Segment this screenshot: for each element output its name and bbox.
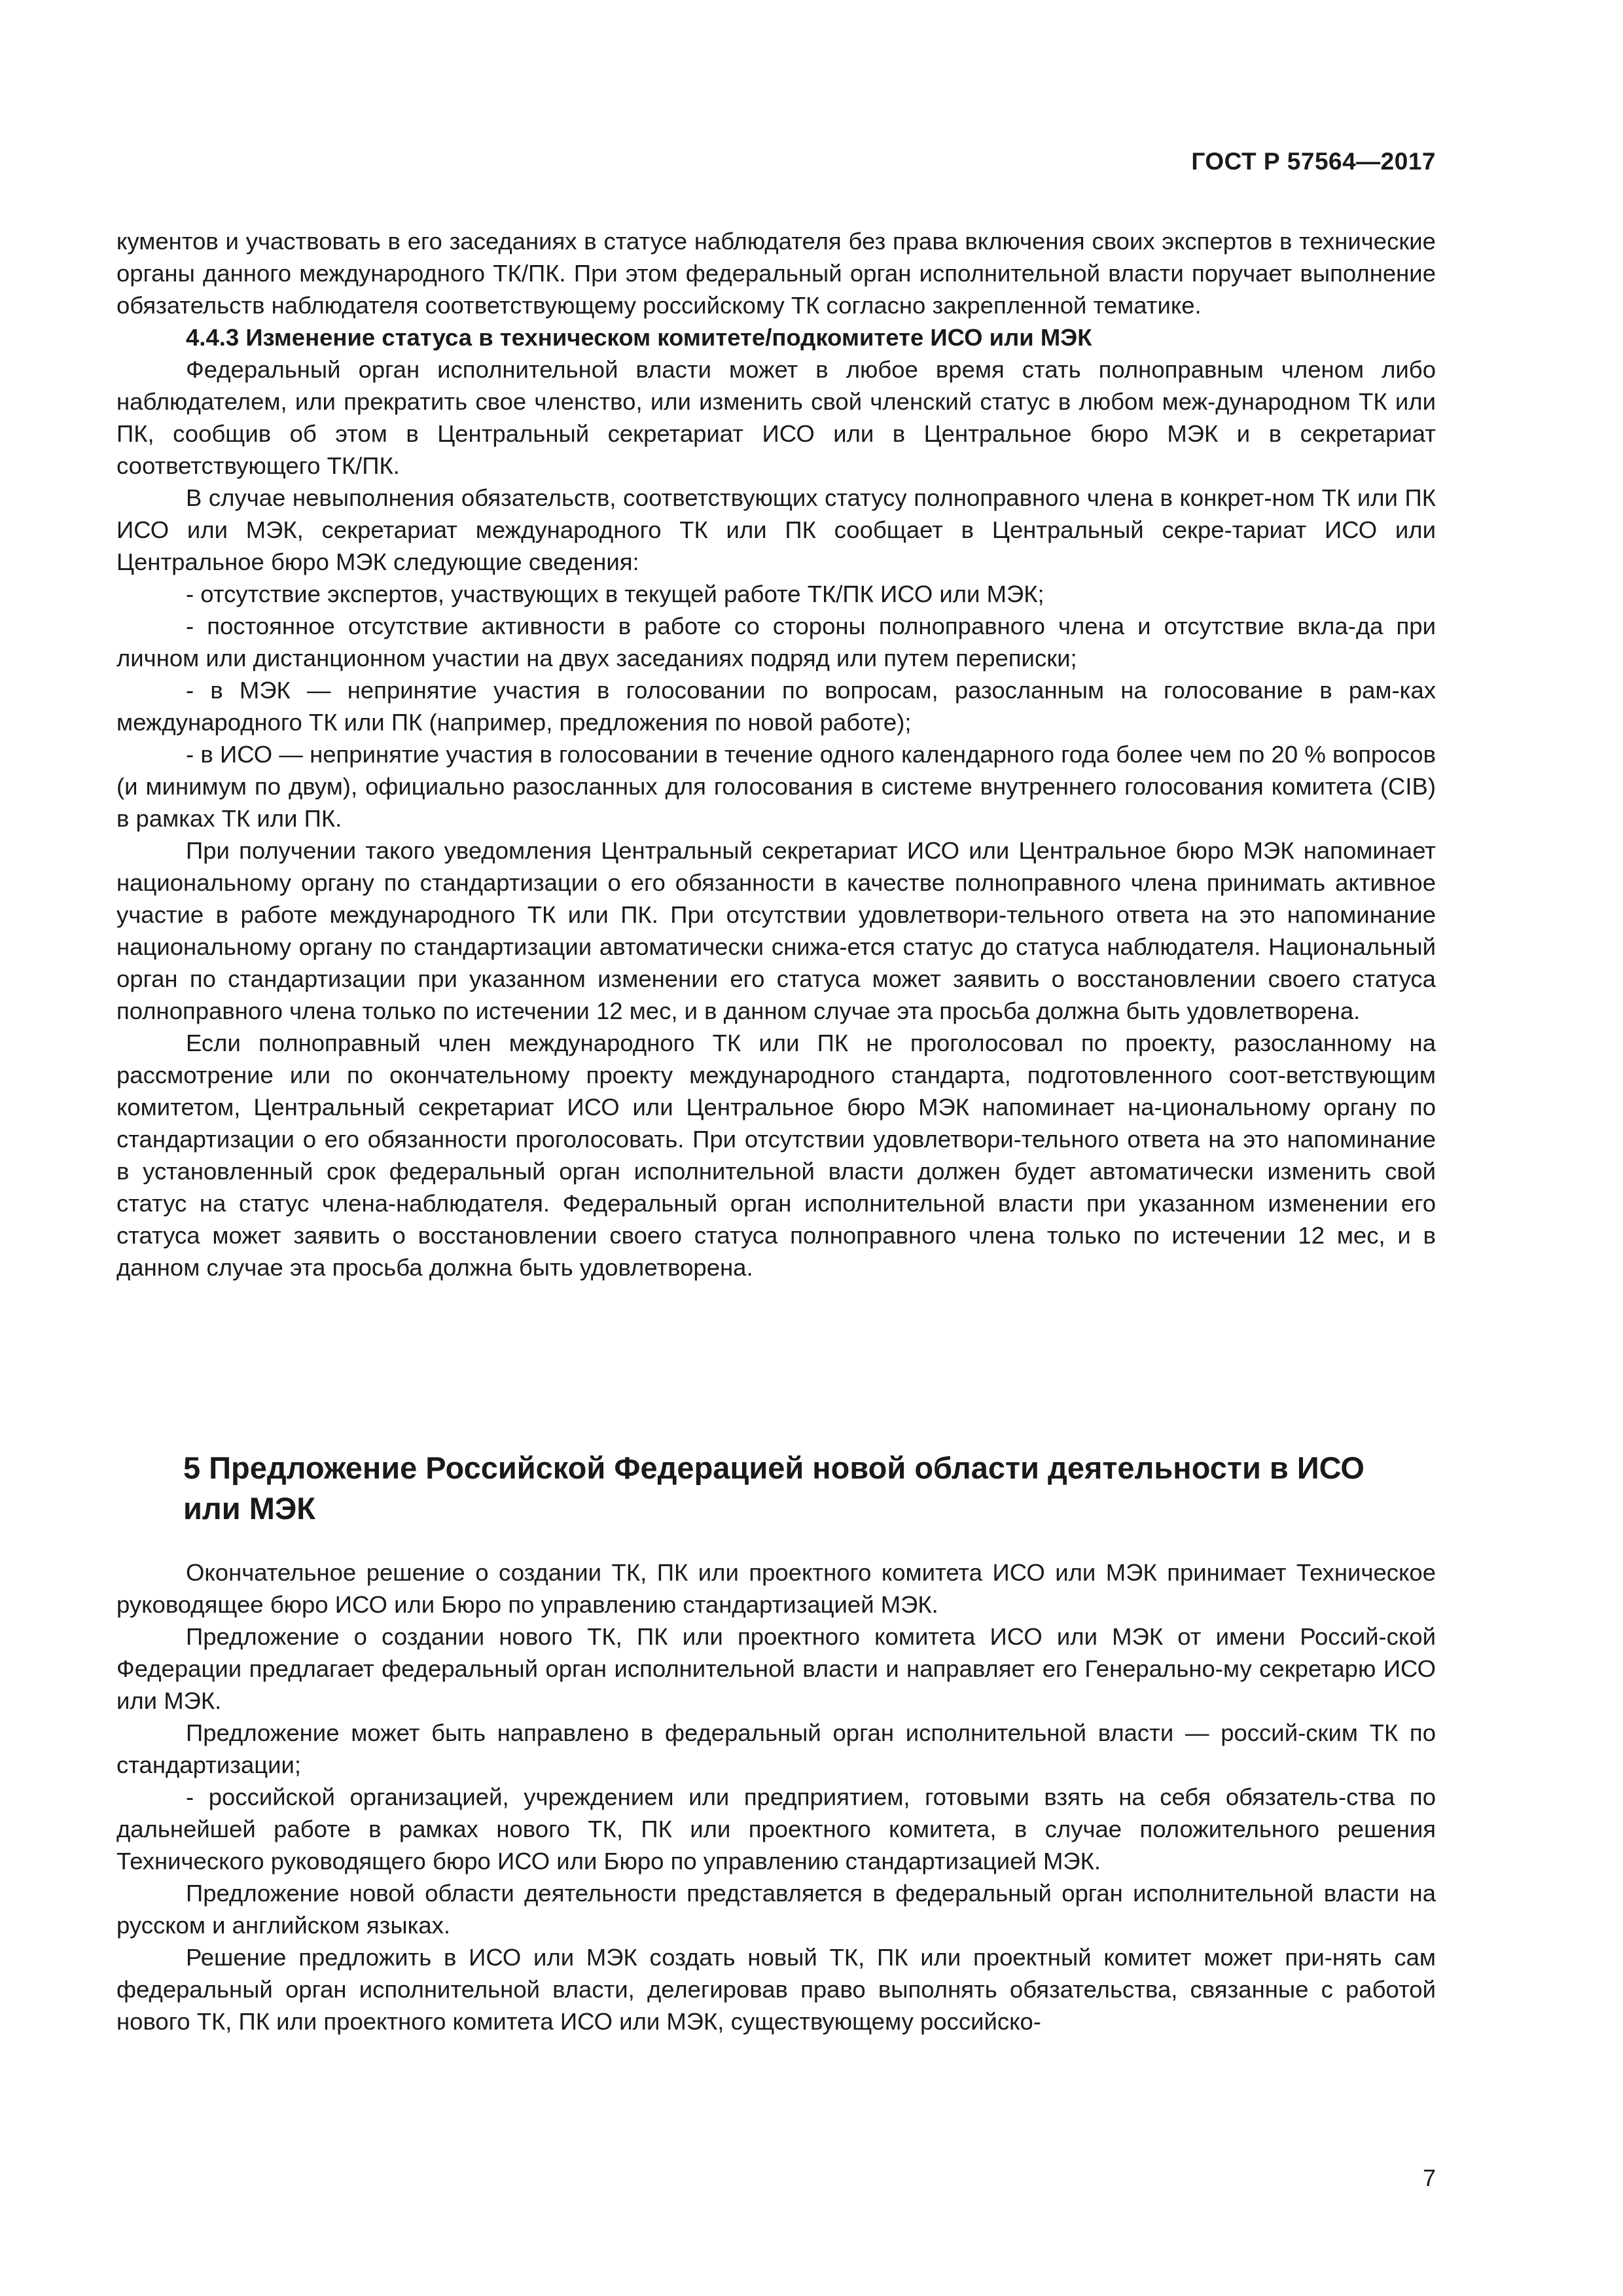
text-block-4-4 [116,225,1436,1283]
paragraph: Если полноправный член международного ТК или ПК не проголосовал по проекту, разосланному на рассмотрение или по окончательному проекту международного стандарта, подготовленного соот-ветствующим комитетом, Центральный секретариат ИСО или Центральное бюро МЭК напоминает на-циональному органу по стандартизации о его обязанности проголосовать. При отсутствии удовлетвори-тельного ответа на это напоминание в установленный срок федеральный орган исполнительной власти должен будет автоматически изменить свой статус на статус члена-наблюдателя. Федеральный орган исполнительной власти при указанном изменении его статуса может заявить о восстановлении своего статуса полноправного члена только по истечении 12 мес, и в данном случае эта просьба должна быть удовлетворена. [116,1030,1436,1281]
paragraph: Федеральный орган исполнительной власти может в любое время стать полноправным членом либо наблюдателем, или прекратить свое членство, или изменить свой членский статус в любом меж-дународном ТК или ПК, сообщив об этом в Центральный секретариат ИСО или в Центральное бюро МЭК и в секретариат соответствующего ТК/ПК. [116,356,1436,479]
list-item: - в МЭК — непринятие участия в голосовании по вопросам, разосланным на голосование в рам-ках международного ТК или ПК (например, предложения по новой работе); [116,677,1436,736]
subsection-heading-4-4-3: 4.4.3 Изменение статуса в техническом комитете/подкомитете ИСО или МЭК [186,324,1092,351]
paragraph-continuation: кументов и участвовать в его заседаниях в статусе наблюдателя без права включения своих экспертов в технические органы данного международного ТК/ПК. При этом федеральный орган исполнительной власти поручает выполнение обязательств наблюдателя соответствующему российскому ТК согласно закрепленной тематике. [116,228,1436,319]
paragraph: Предложение новой области деятельности представляется в федеральный орган исполнительной власти на русском и английском языках. [116,1880,1436,1939]
list-item: - постоянное отсутствие активности в работе со стороны полноправного члена и отсутствие вкла-да при личном или дистанционном участии на двух заседаниях подряд или путем переписки; [116,613,1436,672]
paragraph: Окончательное решение о создании ТК, ПК или проектного комитета ИСО или МЭК принимает Техническое руководящее бюро ИСО или Бюро по управлению стандартизацией МЭК. [116,1559,1436,1618]
text-block-section-5 [116,1556,1436,2037]
paragraph: Решение предложить в ИСО или МЭК создать новый ТК, ПК или проектный комитет может при-нять сам федеральный орган исполнительной власти, делегировав право выполнять обязательства, связанные с работой нового ТК, ПК или проектного комитета ИСО или МЭК, существующему российско- [116,1944,1436,2035]
list-item: - отсутствие экспертов, участвующих в текущей работе ТК/ПК ИСО или МЭК; [186,581,1044,607]
section-title-5: 5 Предложение Российской Федерацией новой области деятельности в ИСО или МЭК [183,1450,1364,1526]
document-code: ГОСТ Р 57564—2017 [1191,148,1436,175]
list-item: - российской организацией, учреждением или предприятием, готовыми взять на себя обязатель-ства по дальнейшей работе в рамках нового ТК, ПК или проектного комитета, в случае положительного решения Технического руководящего бюро ИСО или Бюро по управлению стандартизацией МЭК. [116,1784,1436,1874]
paragraph: Предложение может быть направлено в федеральный орган исполнительной власти — россий-ским ТК по стандартизации; [116,1719,1436,1778]
list-item: - в ИСО — непринятие участия в голосовании в течение одного календарного года более чем по 20 % вопросов (и минимум по двум), официально разосланных для голосования в системе внутреннего голосования комитета (CIB) в рамках ТК или ПК. [116,741,1436,832]
paragraph: В случае невыполнения обязательств, соответствующих статусу полноправного члена в конкрет-ном ТК или ПК ИСО или МЭК, секретариат международного ТК или ПК сообщает в Центральный секре-тариат ИСО или Центральное бюро МЭК следующие сведения: [116,484,1436,575]
page-number: 7 [1422,2164,1436,2191]
paragraph: При получении такого уведомления Центральный секретариат ИСО или Центральное бюро МЭК напоминает национальному органу по стандартизации о его обязанности в качестве полноправного члена принимать активное участие в работе международного ТК или ПК. При отсутствии удовлетвори-тельного ответа на это напоминание национальному органу по стандартизации автоматически снижа-ется статус до статуса наблюдателя. Национальный орган по стандартизации при указанном изменении его статуса может заявить о восстановлении своего статуса полноправного члена только по истечении 12 мес, и в данном случае эта просьба должна быть удовлетворена. [116,837,1436,1024]
paragraph: Предложение о создании нового ТК, ПК или проектного комитета ИСО или МЭК от имени Россий-ской Федерации предлагает федеральный орган исполнительной власти и направляет его Генерально-му секретарю ИСО или МЭК. [116,1623,1436,1714]
